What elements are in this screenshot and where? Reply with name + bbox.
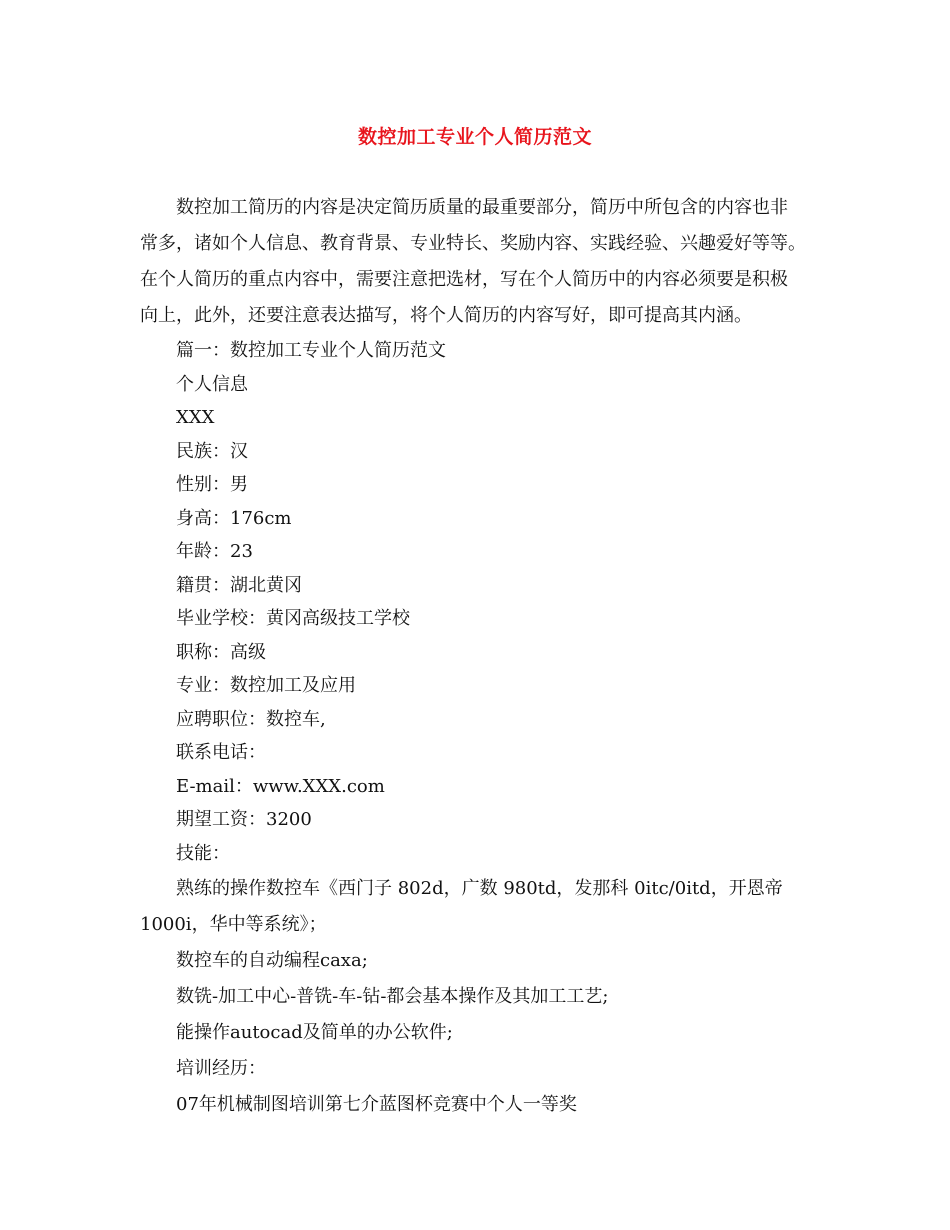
skill-item: 熟练的操作数控车《西门子 802d，广数 980td，发那科 0itc/0itd，开恩帝 <box>176 878 783 899</box>
skills-list <box>140 871 830 1123</box>
intro-line: 数控加工简历的内容是决定简历质量的最重要部分，简历中所包含的内容也非 <box>176 197 788 218</box>
email-field: E-mail：www.XXX.com <box>176 775 385 797</box>
age-field: 年龄：23 <box>176 541 253 562</box>
ethnicity-field: 民族：汉 <box>176 440 248 462</box>
resume-body <box>140 334 830 1123</box>
intro-line: 向上，此外，还要注意表达描写，将个人简历的内容写好，即可提高其内涵。 <box>140 305 752 326</box>
major-field: 专业：数控加工及应用 <box>176 675 356 696</box>
title-rank-field: 职称：高级 <box>176 641 266 663</box>
document-title: 数控加工专业个人简历范文 <box>357 126 592 148</box>
phone-field: 联系电话： <box>176 742 266 763</box>
training-heading: 培训经历： <box>176 1058 266 1079</box>
skill-item: 1000i，华中等系统》； <box>140 914 327 935</box>
name-field: XXX <box>176 407 215 428</box>
gender-field: 性别：男 <box>176 474 248 495</box>
intro-line: 在个人简历的重点内容中，需要注意把选材，写在个人简历中的内容必须要是积极 <box>140 269 788 290</box>
skill-item: 能操作autocad及简单的办公软件; <box>176 1022 453 1043</box>
training-item: 07年机械制图培训第七介蓝图杯竞赛中个人一等奖 <box>176 1094 577 1115</box>
height-field: 身高：176cm <box>176 507 292 529</box>
skills-heading: 技能： <box>176 842 230 864</box>
intro-paragraph <box>140 190 815 334</box>
skill-item: 数控车的自动编程caxa; <box>176 950 368 971</box>
hometown-field: 籍贯：湖北黄冈 <box>176 574 302 596</box>
position-field: 应聘职位：数控车, <box>176 708 326 730</box>
personal-info-heading: 个人信息 <box>176 373 248 395</box>
school-field: 毕业学校：黄冈高级技工学校 <box>176 608 410 629</box>
skill-item: 数铣-加工中心-普铣-车-钻-都会基本操作及其加工工艺; <box>176 986 609 1007</box>
salary-field: 期望工资：3200 <box>176 809 312 830</box>
section-heading: 篇一：数控加工专业个人简历范文 <box>176 340 446 361</box>
intro-line: 常多，诸如个人信息、教育背景、专业特长、奖励内容、实践经验、兴趣爱好等等。 <box>140 233 806 254</box>
